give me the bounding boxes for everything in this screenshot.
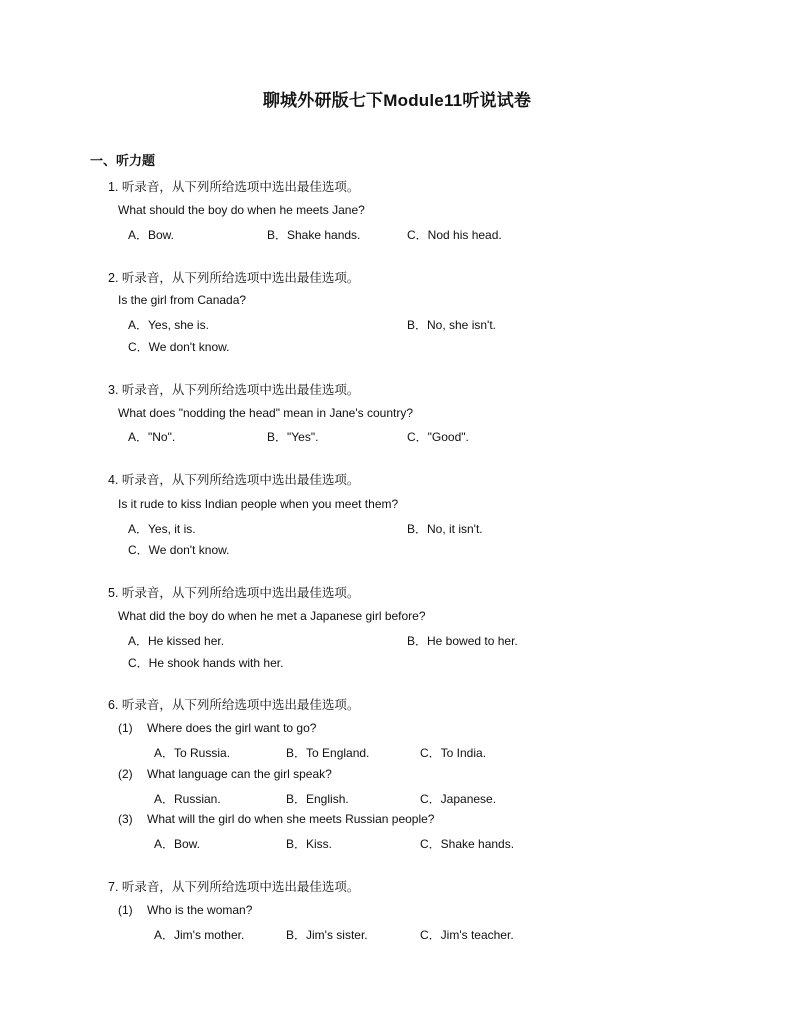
question-7-sub-1-text: Who is the woman? [147,903,253,917]
question-2-option-b[interactable]: B．No, she isn't. [407,318,496,332]
question-6-2-option-a[interactable]: A．Russian. [154,792,221,806]
question-6-sub-2-text: What language can the girl speak? [147,767,332,781]
question-6-instruction: 6. 听录音，从下列所给选项中选出最佳选项。 [108,698,360,712]
section-heading: 一、听力题 [90,153,156,168]
question-2-text: Is the girl from Canada? [118,293,247,307]
question-7-1-option-c[interactable]: C．Jim's teacher. [420,928,514,942]
question-4-text: Is it rude to kiss Indian people when you meet them? [118,497,399,511]
question-6-sub-1-number: (1) [118,721,133,735]
question-3-instruction: 3. 听录音，从下列所给选项中选出最佳选项。 [108,383,360,397]
question-6-2-option-b[interactable]: B．English. [286,792,349,806]
question-3-option-a[interactable]: A．"No". [128,430,176,444]
question-7-instruction: 7. 听录音，从下列所给选项中选出最佳选项。 [108,880,360,894]
question-7-1-option-b[interactable]: B．Jim's sister. [286,928,368,942]
question-4-option-a[interactable]: A．Yes, it is. [128,522,196,536]
question-3-option-c[interactable]: C．"Good". [407,430,469,444]
question-6-3-option-b[interactable]: B．Kiss. [286,837,333,851]
question-6-3-option-a[interactable]: A．Bow. [154,837,201,851]
page-title: 聊城外研版七下Module11听说试卷 [262,91,532,110]
question-6-sub-3-text: What will the girl do when she meets Russian people? [147,812,435,826]
question-3-text: What does "nodding the head" mean in Jane's country? [118,406,414,420]
question-6-2-option-c[interactable]: C．Japanese. [420,792,497,806]
question-6-sub-1-text: Where does the girl want to go? [147,721,317,735]
question-2-option-a[interactable]: A．Yes, she is. [128,318,209,332]
question-1-option-b[interactable]: B．Shake hands. [267,228,361,242]
question-6-sub-3-number: (3) [118,812,133,826]
question-5-option-c[interactable]: C．He shook hands with her. [128,656,284,670]
question-1-option-a[interactable]: A．Bow. [128,228,175,242]
question-5-text: What did the boy do when he met a Japanese girl before? [118,609,426,623]
question-5-option-a[interactable]: A．He kissed her. [128,634,225,648]
question-3-option-b[interactable]: B．"Yes". [267,430,319,444]
question-1-instruction: 1. 听录音，从下列所给选项中选出最佳选项。 [108,180,360,194]
question-5-instruction: 5. 听录音，从下列所给选项中选出最佳选项。 [108,586,360,600]
question-2-option-c[interactable]: C．We don't know. [128,340,230,354]
question-6-1-option-b[interactable]: B．To England. [286,746,370,760]
question-4-instruction: 4. 听录音，从下列所给选项中选出最佳选项。 [108,473,360,487]
question-6-3-option-c[interactable]: C．Shake hands. [420,837,515,851]
question-6-1-option-a[interactable]: A．To Russia. [154,746,231,760]
question-7-sub-1-number: (1) [118,903,133,917]
question-4-option-b[interactable]: B．No, it isn't. [407,522,483,536]
question-6-sub-2-number: (2) [118,767,133,781]
question-7-1-option-a[interactable]: A．Jim's mother. [154,928,245,942]
question-2-instruction: 2. 听录音，从下列所给选项中选出最佳选项。 [108,271,360,285]
question-4-option-c[interactable]: C．We don't know. [128,543,230,557]
question-5-option-b[interactable]: B．He bowed to her. [407,634,518,648]
question-1-text: What should the boy do when he meets Jane? [118,203,365,217]
question-1-option-c[interactable]: C．Nod his head. [407,228,502,242]
question-6-1-option-c[interactable]: C．To India. [420,746,487,760]
